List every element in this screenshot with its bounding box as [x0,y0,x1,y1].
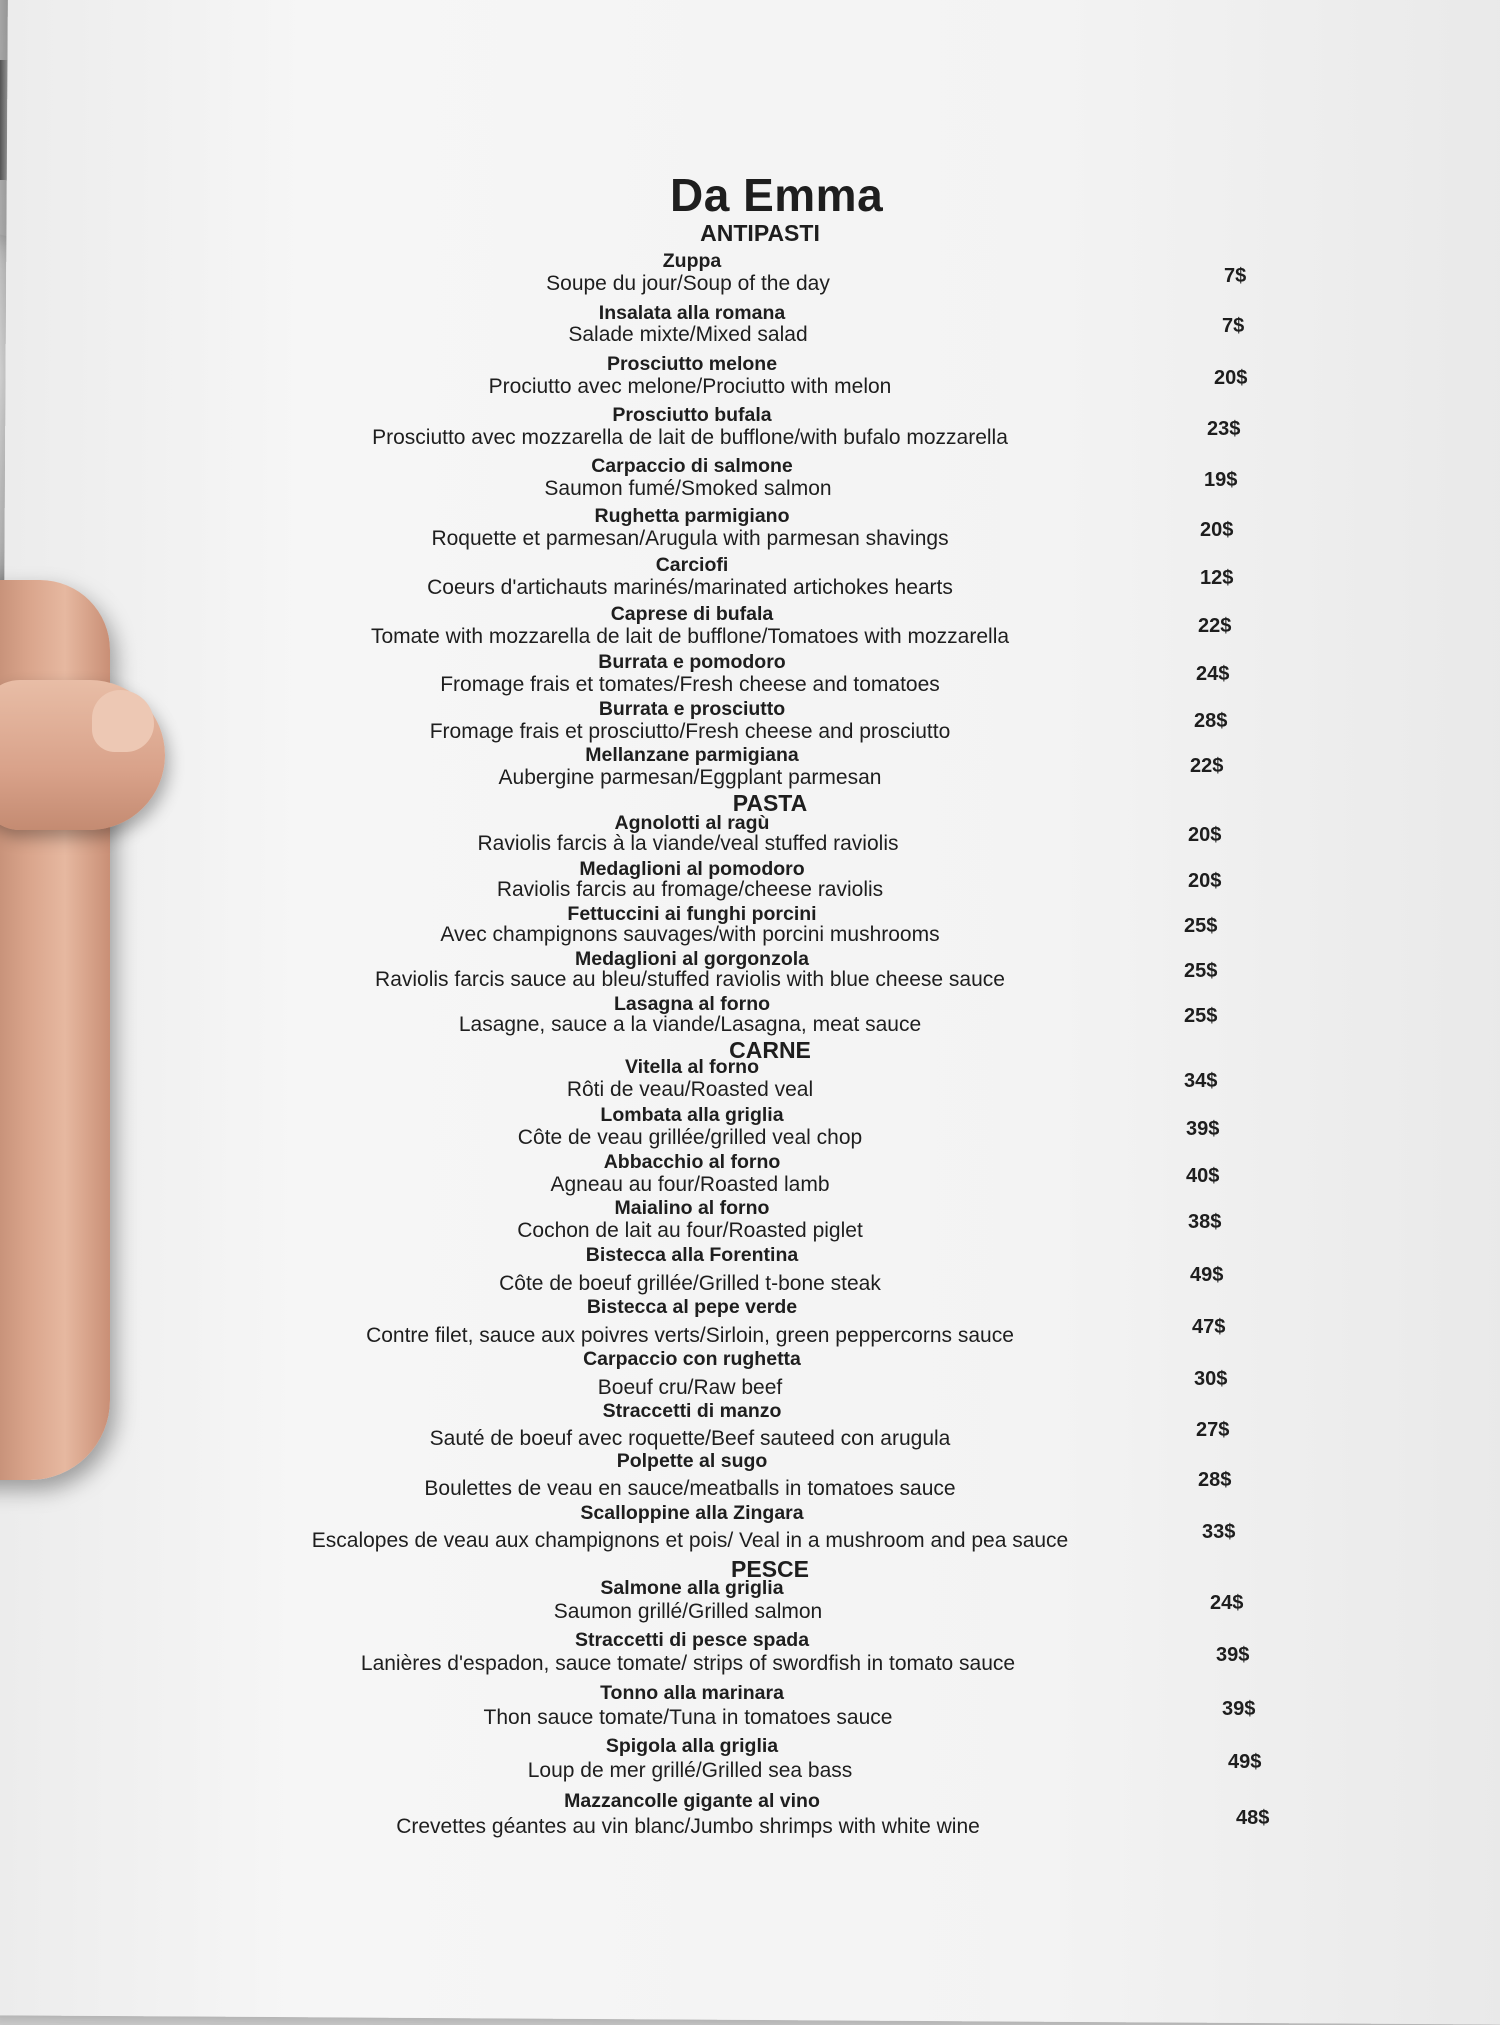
menu-item-price: 28$ [1198,1469,1232,1491]
menu-item-name: Lombata alla griglia [600,1104,784,1126]
menu-item-name: Salmone alla griglia [600,1577,784,1599]
menu-item-name: Mellanzane parmigiana [585,744,799,766]
menu-item-description: Loup de mer grillé/Grilled sea bass [527,1759,853,1782]
menu-item-description: Thon sauce tomate/Tuna in tomatoes sauce [483,1706,893,1729]
restaurant-name: Da Emma [670,169,884,221]
menu-item-name: Medaglioni al gorgonzola [575,948,809,970]
menu-item-price: 19$ [1204,469,1238,491]
menu-item-description: Coeurs d'artichauts marinés/marinated artichokes hearts [427,576,953,599]
section-title: PESCE [731,1556,809,1582]
menu-item-price: 12$ [1200,567,1234,589]
menu-item-description: Crevettes géantes au vin blanc/Jumbo shrimps with white wine [396,1815,980,1838]
menu-item-name: Burrata e pomodoro [598,651,786,673]
menu-item-description: Prosciutto avec mozzarella de lait de bufflone/with bufalo mozzarella [372,426,1008,449]
menu-item-price: 28$ [1194,710,1228,732]
menu-item-name: Straccetti di manzo [602,1400,782,1422]
menu-item-description: Fromage frais et tomates/Fresh cheese and tomatoes [440,673,940,696]
menu-item-description: Lasagne, sauce a la viande/Lasagna, meat sauce [458,1013,922,1036]
menu-item-price: 20$ [1214,367,1248,389]
menu-item-name: Fettuccini ai funghi porcini [567,903,817,925]
menu-item-name: Tonno alla marinara [600,1682,784,1704]
menu-item-name: Zuppa [662,250,722,272]
menu-item-description: Côte de boeuf grillée/Grilled t-bone steak [499,1272,881,1295]
menu-item-price: 20$ [1188,824,1222,846]
menu-item-name: Scalloppine alla Zingara [580,1502,804,1524]
menu-item-name: Caprese di bufala [610,603,774,625]
menu-item-description: Saumon grillé/Grilled salmon [553,1600,823,1623]
menu-item-description: Avec champignons sauvages/with porcini mushrooms [440,923,940,946]
menu-item-description: Raviolis farcis sauce au bleu/stuffed raviolis with blue cheese sauce [375,968,1005,991]
menu-item-description: Tomate with mozzarella de lait de bufflone/Tomatoes with mozzarella [370,625,1010,648]
menu-item-name: Prosciutto melone [606,353,778,375]
menu-item-name: Insalata alla romana [598,302,786,324]
menu-item-description: Aubergine parmesan/Eggplant parmesan [498,766,882,789]
section-title: CARNE [729,1037,811,1063]
menu-item-price: 7$ [1222,315,1245,337]
menu-item-name: Spigola alla griglia [605,1735,779,1757]
menu-item-price: 34$ [1184,1070,1218,1092]
menu-item-description: Roquette et parmesan/Arugula with parmesan shavings [431,527,949,550]
menu-item-description: Soupe du jour/Soup of the day [546,272,830,295]
menu-item-description: Fromage frais et prosciutto/Fresh cheese and prosciutto [429,720,951,743]
menu-item-name: Abbacchio al forno [603,1151,781,1173]
menu-item-price: 27$ [1196,1419,1230,1441]
menu-item-name: Medaglioni al pomodoro [579,858,805,880]
menu-item-name: Carpaccio di salmone [591,455,793,477]
menu-item-name: Lasagna al forno [613,993,771,1015]
menu-item-price: 25$ [1184,960,1218,982]
menu-item-price: 33$ [1202,1521,1236,1543]
menu-item-price: 39$ [1222,1698,1256,1720]
menu-item-price: 48$ [1236,1807,1270,1829]
menu-item-price: 47$ [1192,1316,1226,1338]
menu-item-description: Rôti de veau/Roasted veal [566,1078,814,1101]
menu-item-price: 20$ [1200,519,1234,541]
menu-item-name: Maialino al forno [614,1197,770,1219]
menu-item-price: 38$ [1188,1211,1222,1233]
menu-item-price: 7$ [1224,265,1247,287]
menu-item-name: Mazzancolle gigante al vino [564,1790,820,1812]
menu-item-price: 23$ [1207,418,1241,440]
menu-item-description: Escalopes de veau aux champignons et pois/ Veal in a mushroom and pea sauce [311,1529,1069,1552]
menu-item-name: Prosciutto bufala [612,404,772,426]
menu-item-price: 24$ [1210,1592,1244,1614]
section-title: PASTA [732,790,808,816]
menu-item-name: Vitella al forno [624,1056,760,1078]
menu-item-description: Contre filet, sauce aux poivres verts/Sirloin, green peppercorns sauce [366,1324,1014,1347]
menu-item-price: 39$ [1186,1118,1220,1140]
menu-item-price: 40$ [1186,1165,1220,1187]
menu-item-description: Salade mixte/Mixed salad [568,323,808,346]
menu-item-price: 39$ [1216,1644,1250,1666]
menu-item-description: Raviolis farcis au fromage/cheese raviolis [496,878,884,901]
menu-item-description: Cochon de lait au four/Roasted piglet [517,1219,863,1242]
menu-item-price: 22$ [1198,615,1232,637]
menu-item-name: Bistecca alla Forentina [585,1244,799,1266]
menu-item-price: 24$ [1196,663,1230,685]
menu-item-name: Agnolotti al ragù [614,812,770,834]
menu-item-price: 22$ [1190,755,1224,777]
menu-item-price: 49$ [1190,1264,1224,1286]
menu-item-name: Burrata e prosciutto [598,698,786,720]
menu-item-name: Straccetti di pesce spada [574,1629,810,1651]
menu-item-description: Boulettes de veau en sauce/meatballs in tomatoes sauce [424,1477,956,1500]
menu-item-description: Sauté de boeuf avec roquette/Beef sauteed con arugula [429,1427,951,1450]
menu-item-price: 30$ [1194,1368,1228,1390]
menu-item-description: Prociutto avec melone/Prociutto with melon [488,375,892,398]
menu-page [200,0,1400,2000]
menu-item-name: Rughetta parmigiano [594,505,790,527]
menu-item-name: Bistecca al pepe verde [586,1296,798,1318]
menu-item-description: Boeuf cru/Raw beef [597,1376,783,1399]
section-title: ANTIPASTI [700,220,820,246]
menu-item-description: Lanières d'espadon, sauce tomate/ strips of swordfish in tomato sauce [360,1652,1016,1675]
menu-item-description: Saumon fumé/Smoked salmon [544,477,832,500]
menu-item-price: 20$ [1188,870,1222,892]
menu-item-name: Polpette al sugo [616,1450,768,1472]
menu-item-name: Carciofi [655,554,729,576]
menu-item-description: Côte de veau grillée/grilled veal chop [517,1126,863,1149]
menu-item-name: Carpaccio con rughetta [583,1348,801,1370]
menu-item-description: Raviolis farcis à la viande/veal stuffed raviolis [477,832,899,855]
menu-item-price: 25$ [1184,915,1218,937]
menu-item-price: 25$ [1184,1005,1218,1027]
menu-item-price: 49$ [1228,1751,1262,1773]
menu-item-description: Agneau au four/Roasted lamb [550,1173,830,1196]
